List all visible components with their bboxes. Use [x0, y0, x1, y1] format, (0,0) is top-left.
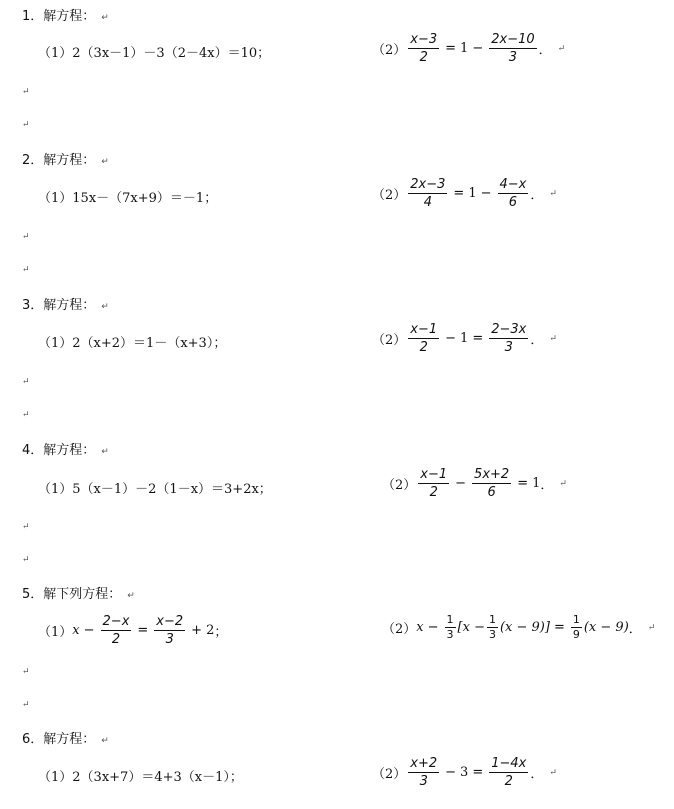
empty-paragraph: ↵: [22, 522, 30, 532]
problem-5-part-2: （2） x − $\frac{1}{3}$ [x − $\frac{1}{3}$ (x − 9)] = $\frac{1}{9}$ (x − 9) ． ↵: [382, 613, 656, 641]
empty-paragraph: ↵: [22, 377, 30, 387]
fraction: $\frac{2x-10}{3}$: [491, 32, 535, 65]
problem-6-part-2: （2） $\frac{x+2}{3}$ − 3 = $\frac{1-4x}{2}$ ． ↵: [372, 756, 557, 789]
problem-5-heading: 5．解下列方程： ↵: [22, 587, 135, 602]
problem-2-part-2: （2） $\frac{2x-3}{4}$ = 1 − $\frac{4-x}{6}$ ． ↵: [372, 177, 557, 210]
fraction: $\frac{x-3}{2}$: [410, 32, 438, 65]
empty-paragraph: ↵: [22, 265, 30, 275]
problem-3-part-2: （2） $\frac{x-1}{2}$ − 1 = $\frac{2-3x}{3}$ ． ↵: [372, 322, 557, 355]
problem-4-heading: 4．解方程： ↵: [22, 443, 109, 458]
empty-paragraph: ↵: [22, 700, 30, 710]
problem-1-part-1: （1） 2（3x－1）－3（2－4x）＝10；: [38, 46, 271, 61]
problem-6-heading: 6．解方程： ↵: [22, 732, 109, 747]
empty-paragraph: ↵: [22, 555, 30, 565]
problem-4-part-1: （1） 5（x－1）－2（1－x）＝3+2x；: [38, 482, 272, 497]
problem-4-part-2: （2） $\frac{x-1}{2}$ − $\frac{5x+2}{6}$ = 1 ． ↵: [382, 467, 567, 500]
empty-paragraph: ↵: [22, 667, 30, 677]
empty-paragraph: ↵: [22, 87, 30, 97]
problem-1-heading: 1．解方程： ↵: [22, 9, 109, 24]
empty-paragraph: ↵: [22, 232, 30, 242]
empty-paragraph: ↵: [22, 410, 30, 420]
problem-1-part-2: （2） $\frac{x-3}{2}$ = 1 − $\frac{2x-10}{3}$ ． ↵: [372, 32, 566, 65]
problem-2-heading: 2．解方程： ↵: [22, 153, 109, 168]
problem-5-part-1: （1） x − $\frac{2-x}{2}$ = $\frac{x-2}{3}$ + 2 ；: [38, 614, 228, 647]
problem-6-part-1: （1） 2（3x+7）＝4+3（x－1）；: [38, 770, 243, 785]
problem-3-part-1: （1） 2（x+2）＝1－（x+3）；: [38, 336, 227, 351]
problem-3-heading: 3．解方程： ↵: [22, 298, 109, 313]
problem-2-part-1: （1） 15x－（7x+9）＝－1；: [38, 191, 218, 206]
empty-paragraph: ↵: [22, 120, 30, 130]
